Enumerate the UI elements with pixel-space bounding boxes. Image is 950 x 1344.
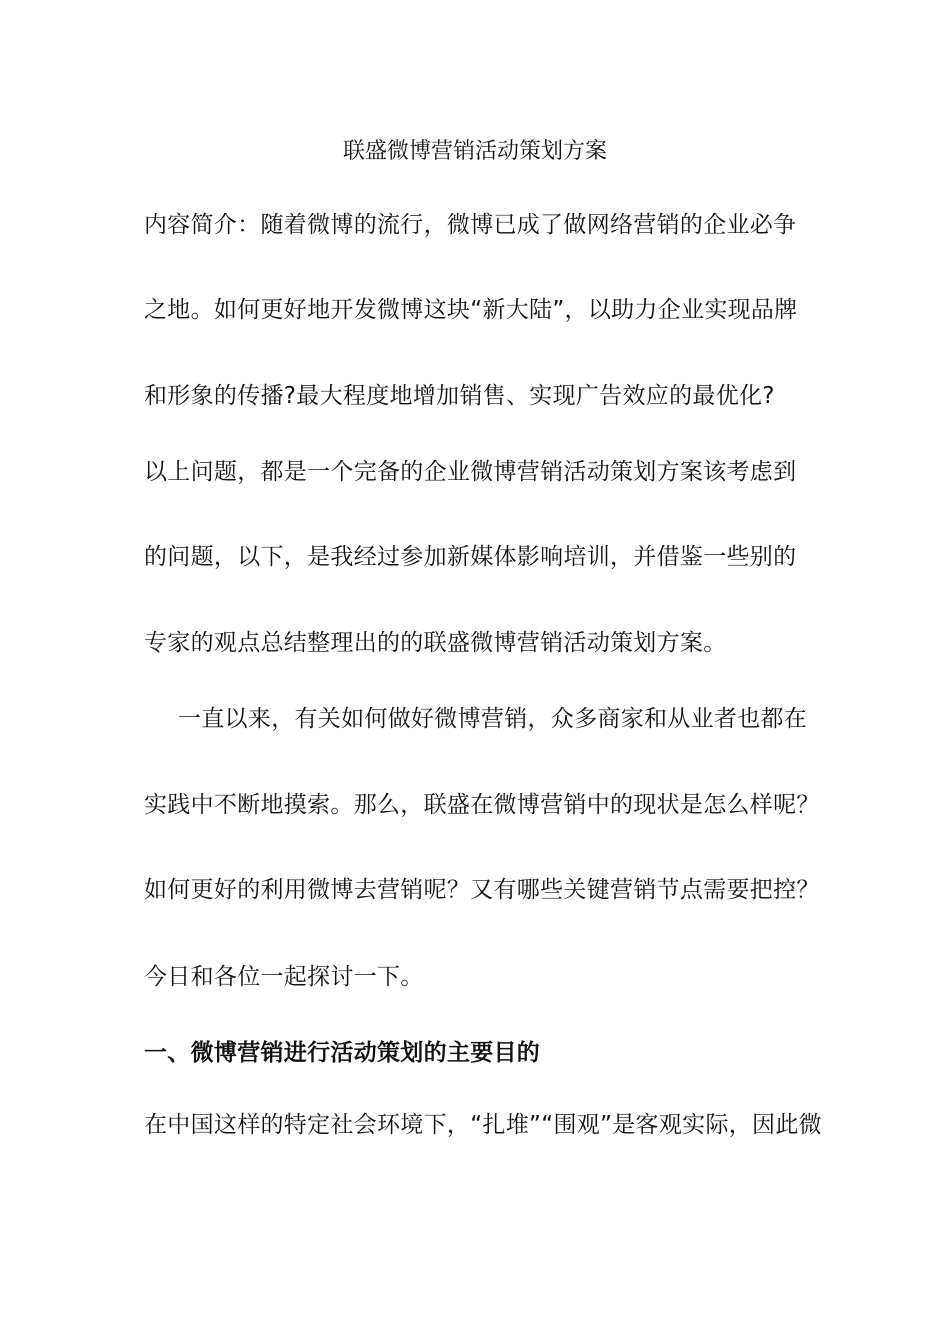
body-line: 如何更好的利用微博去营销呢？又有哪些关键营销节点需要把控？ xyxy=(144,877,820,903)
section-heading: 一、微博营销进行活动策划的主要目的 xyxy=(144,1040,541,1066)
document-title: 联盛微博营销活动策划方案 xyxy=(342,139,607,164)
body-line: 今日和各位一起探讨一下。 xyxy=(144,964,424,990)
intro-line: 内容简介：随着微博的流行，微博已成了做网络营销的企业必争 xyxy=(144,212,797,238)
question-line: 的问题，以下，是我经过参加新媒体影响培训，并借鉴一些别的 xyxy=(144,544,797,570)
question-line: 以上问题，都是一个完备的企业微博营销活动策划方案该考虑到 xyxy=(144,459,797,485)
body-line: 实践中不断地摸索。那么，联盛在微博营销中的现状是怎么样呢？ xyxy=(144,792,820,818)
body-line: 一直以来，有关如何做好微博营销，众多商家和从业者也都在 xyxy=(178,706,808,732)
intro-line: 和形象的传播?最大程度地增加销售、实现广告效应的最优化? xyxy=(144,383,775,409)
intro-line: 之地。如何更好地开发微博这块“新大陆”，以助力企业实现品牌 xyxy=(144,297,798,323)
section-line: 在中国这样的特定社会环境下，“扎堆”“围观”是客观实际，因此微 xyxy=(144,1112,822,1138)
question-line: 专家的观点总结整理出的的联盛微博营销活动策划方案。 xyxy=(144,630,727,656)
